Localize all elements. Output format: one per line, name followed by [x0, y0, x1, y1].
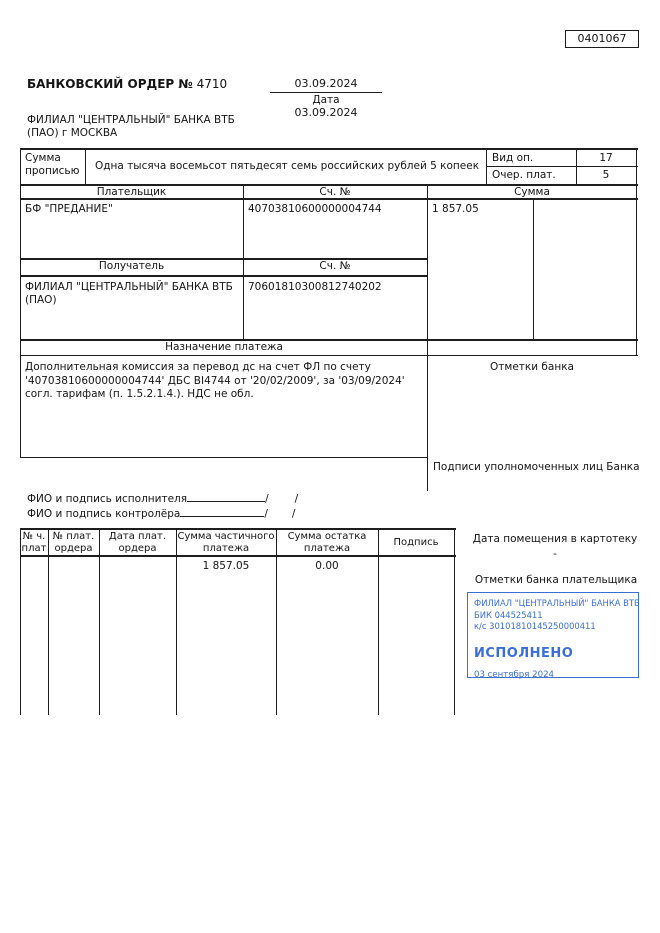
col-header-order-date	[99, 531, 176, 555]
amount-words-label-line1: Сумма	[25, 152, 61, 164]
authorized-signatures-label: Подписи уполномоченных лиц Банка	[433, 461, 640, 473]
col-header-line: Сумма частичного	[177, 531, 275, 542]
col-header-line: Дата плат.	[108, 531, 167, 542]
col-header-line: платежа	[202, 543, 250, 554]
stamp-bik: БИК 044525411	[474, 609, 543, 620]
payee-account-header: Сч. №	[319, 260, 351, 272]
col-header-part-number	[20, 531, 48, 555]
payee-name	[25, 281, 233, 307]
order-number: 4710	[196, 77, 228, 91]
table-line	[486, 148, 487, 185]
stamp-date: 03 сентября 2024	[474, 669, 554, 680]
col-header-remainder-sum	[276, 531, 378, 555]
slash: /	[265, 493, 269, 505]
slash: /	[291, 508, 296, 520]
table-line	[176, 528, 177, 715]
partial-sum-value: 1 857.05	[202, 560, 250, 572]
payee-name-line1: ФИЛИАЛ "ЦЕНТРАЛЬНЫЙ" БАНКА ВТБ	[25, 281, 233, 293]
purpose-header: Назначение платежа	[165, 341, 283, 353]
col-header-line: ордера	[54, 543, 93, 554]
table-line	[486, 166, 638, 167]
col-header-line: платежа	[303, 543, 351, 554]
date-value-top: 03.09.2024	[294, 77, 358, 90]
table-line	[85, 148, 86, 185]
order-sum: 1 857.05	[432, 203, 479, 215]
controller-label: ФИО и подпись контролёра	[27, 508, 181, 520]
sum-header: Сумма	[514, 186, 550, 198]
form-code-box	[565, 30, 639, 48]
col-header-line: ордера	[118, 543, 157, 554]
table-line	[48, 528, 49, 715]
payer-bank-marks-label: Отметки банка плательщика	[474, 574, 638, 586]
card-file-value: -	[553, 548, 557, 560]
col-header-line: Сумма остатка	[287, 531, 367, 542]
controller-signature-line	[27, 506, 295, 521]
bank-execution-stamp	[467, 592, 639, 678]
amount-words-label-line2: прописью	[25, 165, 80, 177]
table-line	[533, 198, 534, 340]
executor-label: ФИО и подпись исполнителя	[27, 493, 188, 505]
remainder-sum-value: 0.00	[315, 560, 339, 572]
table-line	[20, 355, 638, 356]
date-label: Дата	[312, 94, 340, 106]
bank-marks-label: Отметки банка	[490, 361, 574, 373]
table-line	[427, 184, 428, 491]
col-header-order-number	[48, 531, 99, 555]
vid-op-value: 17	[599, 152, 613, 164]
form-code: 0401067	[577, 32, 627, 45]
table-line	[20, 528, 456, 530]
ocher-plat-value: 5	[602, 169, 610, 181]
stamp-status: ИСПОЛНЕНО	[474, 645, 574, 661]
signature-blank	[180, 506, 264, 517]
slash: /	[264, 508, 268, 520]
date-value-bottom: 03.09.2024	[294, 106, 358, 119]
payee-header: Получатель	[98, 260, 165, 272]
ocher-plat-label: Очер. плат.	[492, 169, 556, 181]
amount-in-words: Одна тысяча восемьсот пятьдесят семь российских рублей 5 копеек	[95, 160, 480, 172]
table-line	[20, 528, 21, 715]
col-header-line: № плат.	[52, 531, 95, 542]
issuer-bank-name	[27, 114, 235, 140]
stamp-corr-account: к/с 30101810145250000411	[474, 621, 596, 631]
table-line	[99, 528, 100, 715]
col-header-line: № ч.	[22, 531, 46, 542]
signature-blank	[187, 491, 265, 502]
executor-signature-line	[27, 491, 298, 506]
amount-words-label	[25, 152, 79, 178]
stamp-bank-name: ФИЛИАЛ "ЦЕНТРАЛЬНЫЙ" БАНКА ВТБ	[474, 598, 640, 608]
card-file-label: Дата помещения в картотеку	[472, 533, 638, 545]
vid-op-label: Вид оп.	[492, 152, 534, 164]
table-line	[20, 148, 638, 150]
table-line	[378, 528, 379, 715]
payer-name: БФ "ПРЕДАНИЕ"	[25, 203, 113, 215]
payer-account-header: Сч. №	[319, 186, 351, 198]
col-header-partial-sum	[176, 531, 276, 555]
table-line	[20, 555, 456, 557]
table-line	[636, 148, 637, 356]
col-header-line: плат	[21, 543, 47, 554]
purpose-text: Дополнительная комиссия за перевод дс на счет ФЛ по счету '40703810600000004744' ДБС BI4744 от '20/02/2009', за '03/09/2024' согл. тарифам (п. 1.5.2.1.4.). НДС не обл.	[25, 361, 405, 400]
table-line	[20, 457, 428, 458]
payee-account: 70601810300812740202	[248, 281, 382, 293]
payee-name-line2: (ПАО)	[25, 294, 57, 306]
order-title: БАНКОВСКИЙ ОРДЕР №	[27, 77, 193, 91]
table-line	[20, 275, 428, 277]
order-title-line	[27, 77, 227, 91]
payer-header: Плательщик	[96, 186, 167, 198]
table-line	[276, 528, 277, 715]
payer-account: 40703810600000004744	[248, 203, 382, 215]
slash: /	[294, 493, 299, 505]
col-header-signature: Подпись	[393, 537, 439, 548]
issuer-bank-name-line2: (ПАО) г МОСКВА	[27, 127, 118, 139]
issuer-bank-name-line1: ФИЛИАЛ "ЦЕНТРАЛЬНЫЙ" БАНКА ВТБ	[27, 114, 235, 126]
